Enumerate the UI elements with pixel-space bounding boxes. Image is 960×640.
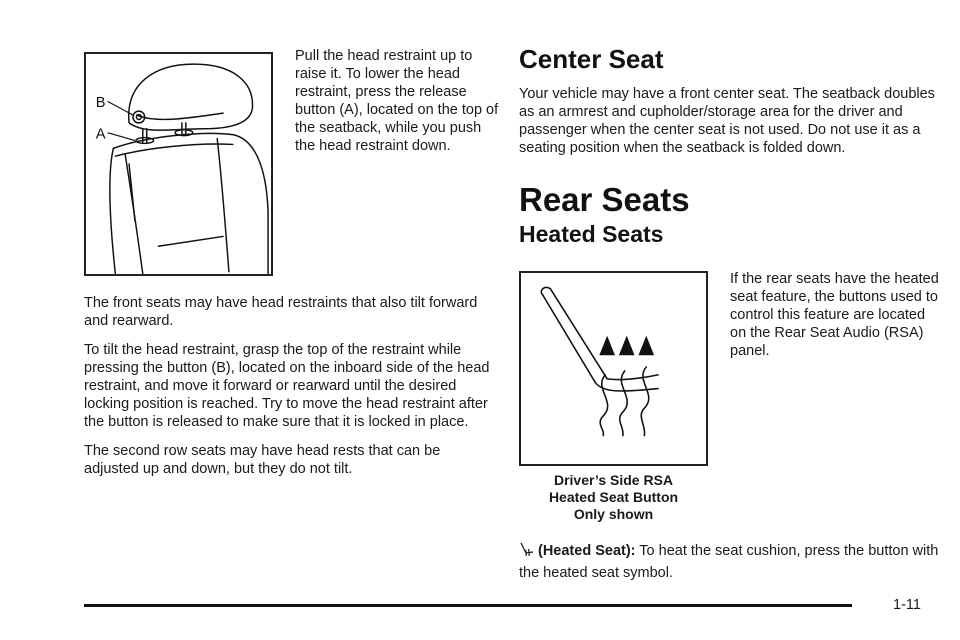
heated-seat-label: (Heated Seat):	[538, 543, 636, 559]
heated-seats-heading: Heated Seats	[519, 221, 664, 247]
heated-seat-text: To heat the seat cushion, press the button with the heated seat symbol.	[519, 543, 939, 581]
heated-seats-location-text: If the rear seats have the heated seat feature, the buttons used to control this feature are located on the Rear Seat Audio (RSA) panel.	[730, 271, 939, 359]
caption-line: Only shown	[573, 506, 654, 522]
center-seat-heading: Center Seat	[519, 44, 664, 74]
heated-seat-icon	[519, 541, 535, 557]
tilt-intro-paragraph: The front seats may have head restraints that also tilt forward and rearward.	[84, 295, 478, 329]
heated-seat-instruction	[519, 540, 939, 584]
figure-caption	[519, 472, 708, 523]
head-restraint-illustration	[86, 54, 271, 274]
column-left	[84, 294, 494, 489]
label-b: B	[95, 95, 106, 112]
heated-seat-button-figure	[519, 271, 708, 466]
label-a: A	[95, 126, 106, 143]
caption-line: Heated Seat Button	[548, 489, 679, 505]
page-number: 1-11	[893, 597, 921, 613]
heated-seat-symbol-illustration	[521, 273, 706, 464]
caption-line: Driver’s Side RSA	[553, 472, 674, 488]
footer-rule	[84, 604, 852, 607]
rear-seats-heading: Rear Seats	[519, 181, 690, 218]
head-restraint-raise-text: Pull the head restraint up to raise it. To lower the head restraint, press the release button (A), located on the top of the seatback, while you push the head restraint down.	[295, 48, 499, 154]
center-seat-body: Your vehicle may have a front center seat. The seatback doubles as an armrest and cupholder/storage area for the driver and passenger when the center seat is not used. Do not use it as a seating position when the seatback is folded down.	[519, 86, 935, 156]
head-restraint-figure	[84, 52, 273, 276]
tilt-instructions-paragraph: To tilt the head restraint, grasp the top of the restraint while pressing the button (B), located on the inboard side of the head restraint, and move it forward or rearward until the desired locking position is reached. Try to move the head restraint after the button is released to make sure that it is locked in place.	[84, 342, 490, 430]
second-row-paragraph: The second row seats may have head rests that can be adjusted up and down, but they do not tilt.	[84, 443, 441, 477]
